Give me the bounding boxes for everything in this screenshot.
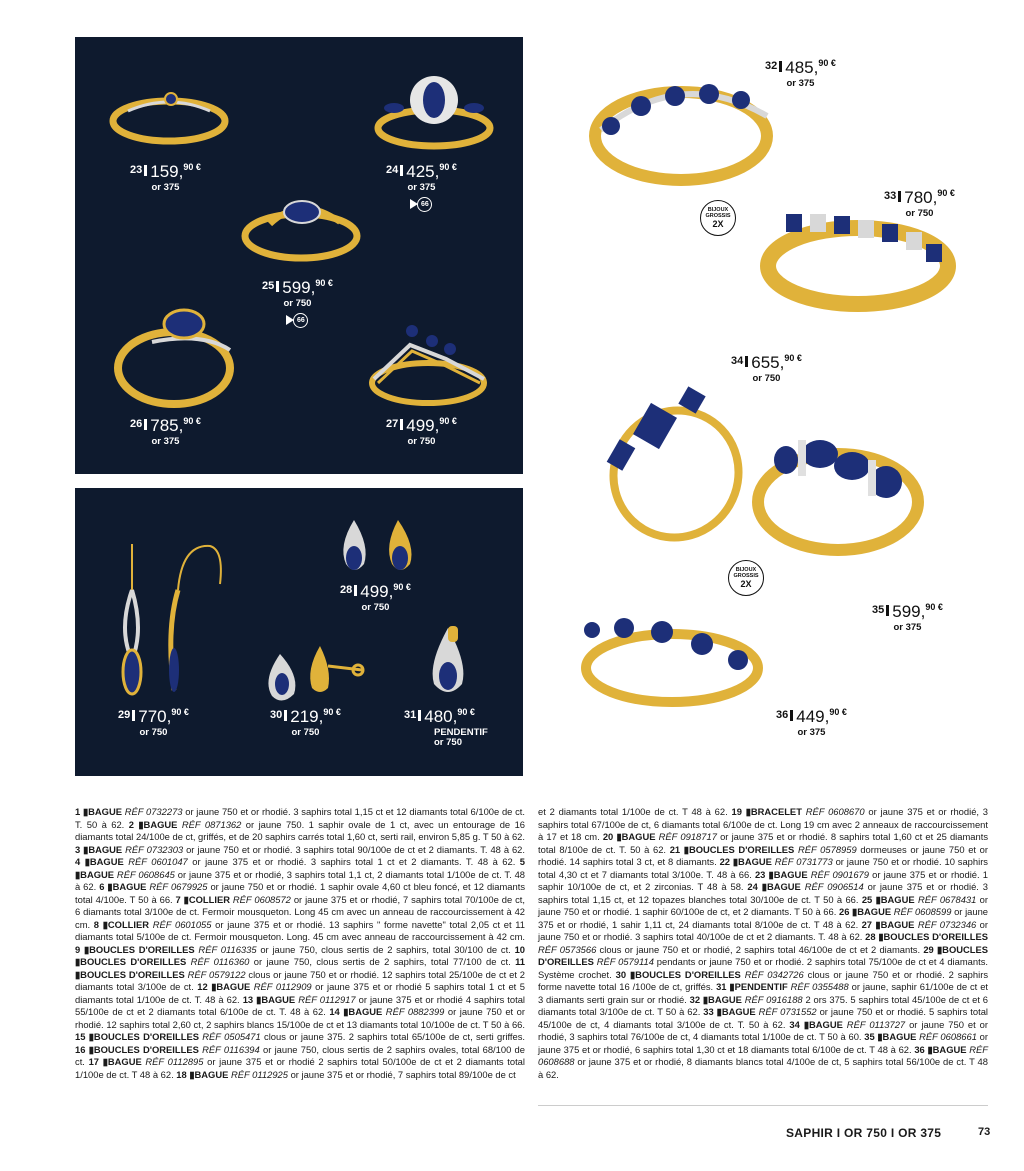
- product-details: or jaune 750 et or rhodié, 3 saphirs total 76/100e de ct, 4 diamants total 1/100e de ct. T 50 à 60.: [538, 1018, 988, 1042]
- product-description: 8 ▮COLLIER RÉF 0601055 or jaune 375 et or rhodié. 13 saphirs " forme navette" total 2,05 ct et 11 diamants total 5/100e de ct. Fermoir mousqueton. Long. 45 cm avec anneau de raccourcissement à 42 cm.: [75, 918, 526, 942]
- product-type: BAGUE: [194, 1068, 231, 1080]
- product-reference: RÉF 0113727: [846, 1018, 906, 1030]
- product-details: clous or jaune 750 et or rhodié. 12 saphirs total 25/100e de ct et 2 diamants total 3/100e de ct.: [75, 968, 525, 992]
- product-description: 34 ▮BAGUE RÉF 0113727 or jaune 750 et or rhodié, 3 saphirs total 76/100e de ct, 4 diamants total 1/100e de ct. T 50 à 60.: [538, 1018, 988, 1042]
- product-details: or jaune 375 et or rhodié 4 saphirs total 55/100e de ct et 2 diamants total 6/100e de ct. T. 48 à 62.: [75, 993, 526, 1017]
- product-reference: RÉF 0112895: [145, 1056, 204, 1067]
- product-number: 19: [731, 806, 742, 817]
- product-reference: RÉF 0355488: [790, 981, 849, 992]
- product-details: or jaune 375 et or rhodié, 8 diamants blancs total 4/100e de ct, 5 saphirs total 56/100e de ct. T 48 à 62.: [538, 1056, 988, 1080]
- product-descriptions-right: [538, 806, 988, 1081]
- product-type: BOUCLES D'OREILLES: [93, 1043, 203, 1055]
- product-type: BAGUE: [773, 868, 811, 880]
- product-type: BAGUE: [880, 893, 918, 905]
- product-reference: RÉF 0731773: [774, 856, 833, 867]
- section-title: SAPHIR I OR 750 I OR 375: [786, 1126, 942, 1140]
- pendant-31-image: [424, 624, 472, 700]
- product-description: 3 ▮BAGUE RÉF 0732303 or jaune 750 et or rhodié. 3 saphirs total 90/100e de ct et 2 diamants. T. 48 à 62.: [75, 843, 526, 855]
- ring-27-image: [366, 315, 490, 407]
- product-type: BAGUE: [621, 831, 659, 842]
- product-details: or jaune 375 et or rhodié, 6 saphirs total 1,30 ct et 18 diamants total 6/100e de ct. T 48 à 62.: [538, 1031, 988, 1055]
- product-details: or jaune 375 et or rhodié. 13 saphirs " forme navette" total 2,05 ct et 11 diamants total 5/100e de ct. Fermoir mousqueton. Long. 45 cm avec anneau de raccourcissement à 42 cm.: [75, 918, 526, 942]
- product-number: 25: [861, 893, 873, 905]
- product-description: 23 ▮BAGUE RÉF 0901679 or jaune 375 et or rhodié. 1 saphir 10/100e de ct, et 2 zirconias. T 48 à 58.: [538, 868, 988, 892]
- price-tag-35: $^{35}$ 599,$^{90 €}$ or 375: [872, 602, 943, 633]
- product-description: 16 ▮BOUCLES D'OREILLES RÉF 0116394 or jaune 750, clous sertis de 2 saphirs ovales, total 68/100 de ct.: [75, 1043, 525, 1067]
- product-description: 25 ▮BAGUE RÉF 0678431 or jaune 750 et or rhodié. 1 saphir 60/100e de ct, et 2 diamants. T 50 à 66.: [538, 893, 988, 917]
- product-details: or jaune 375 et or rhodié, 7 saphirs total 70/100e de ct, 6 diamants total 3/100e de ct. Fermoir mousqueton. Long 45 cm avec un anneau de raccourcissement à 42 cm.: [75, 893, 525, 930]
- product-reference: RÉF 0579114: [596, 956, 654, 967]
- product-number: 3: [75, 843, 81, 855]
- product-number: 24: [747, 881, 758, 892]
- product-number: 4: [75, 856, 81, 867]
- product-reference: RÉF 0608645: [116, 868, 175, 880]
- product-number: 28: [865, 931, 876, 942]
- product-number: 8: [93, 918, 100, 930]
- footer-divider: [538, 1105, 988, 1106]
- product-reference: RÉF 0601047: [128, 856, 188, 867]
- ring-34-image: [598, 382, 752, 546]
- product-type: BOUCLES D'OREILLES: [688, 843, 798, 855]
- product-details: or jaune 750, clous sertis de 2 saphirs ovales, total 68/100 de ct.: [75, 1043, 525, 1067]
- product-reference: RÉF 0679925: [149, 881, 208, 892]
- product-number: 17: [88, 1056, 100, 1067]
- product-details: or jaune 375 et or rhodié. 1 saphir 10/100e de ct, et 2 zirconias. T 48 à 58.: [538, 868, 988, 892]
- product-number: 33: [703, 1006, 714, 1017]
- product-description: 31 ▮PENDENTIF RÉF 0355488 or jaune, saphir 61/100e de ct et 3 diamants serti grain sur or rhodié.: [538, 981, 989, 1005]
- product-number: 1: [75, 806, 81, 817]
- product-details: or jaune 375 et or rhodié 2 saphirs total 50/100e de ct et 2 diamants total 1/100e de ct. T 48 à 62.: [75, 1056, 525, 1080]
- product-description: 24 ▮BAGUE RÉF 0906514 or jaune 375 et or rhodié. 3 saphirs total 1,15 ct, et 12 topazes blanches total 30/100e de ct. T 50 à 66.: [538, 881, 989, 905]
- product-details: or jaune 750 et or rhodié. 10 saphirs total 4,30 ct et 7 diamants total 3/100e. T. 48 à 66.: [538, 856, 988, 880]
- product-details: or jaune 375 et or rhodié. 3 saphirs total 1,15 ct, et 12 topazes blanches total 30/100e de ct. T 50 à 66.: [538, 881, 989, 905]
- product-details: or jaune 750, clous sertis de 2 saphirs, total 77/100 de ct.: [249, 956, 516, 967]
- product-details: or jaune 750 et or rhodié. 3 saphirs total 40/100e de ct et 2 diamants. T. 48 à 62.: [538, 918, 988, 942]
- product-details: clous or jaune 750 et or rhodié, 2 saphirs total 46/100e de ct et 2 diamants.: [596, 943, 924, 955]
- product-number: 23: [754, 868, 766, 880]
- product-description: 1 ▮BAGUE RÉF 0732273 or jaune 750 et or rhodié. 3 saphirs total 1,15 ct et 12 diamants total 6/100e de ct. T. 50 à 62.: [75, 806, 526, 830]
- price-tag-26: $^{26}$ 785,$^{90 €}$ or 375: [130, 416, 201, 447]
- product-description: 10 ▮BOUCLES D'OREILLES RÉF 0116360 or jaune 750, clous sertis de 2 saphirs, total 77/100 de ct.: [75, 943, 525, 967]
- product-type: BOUCLES D'OREILLES: [89, 943, 199, 955]
- price-tag-25: $^{25}$ 599,$^{90 €}$ or 750 66: [262, 279, 333, 329]
- product-description: 2 ▮BAGUE RÉF 0871362 or jaune 750. 1 saphir ovale de 1 ct, avec un entourage de 16 diamants total 24/100e de ct, griffés, et de 20 saphirs carrés total 1,60 ct, serti rail, environ 5,85 g. T 50 à 62.: [75, 818, 526, 842]
- product-type: BOUCLES D'OREILLES: [635, 968, 745, 980]
- product-description: 29 ▮BOUCLES D'OREILLES RÉF 0579114 pendants or jaune 750 et or rhodié. 2 saphirs total 75/100e de ct et 4 diamants. Système crochet.: [538, 943, 989, 980]
- product-type: COLLIER: [188, 893, 233, 905]
- product-reference: RÉF 0601055: [152, 918, 212, 930]
- product-number: 32: [689, 993, 701, 1005]
- earrings-29-image: [112, 540, 230, 706]
- product-description: 13 ▮BAGUE RÉF 0112917 or jaune 375 et or rhodié 4 saphirs total 55/100e de ct et 2 diamants total 6/100e de ct. T. 48 à 62.: [75, 993, 526, 1017]
- product-details: or jaune 750, clous sertis de 2 saphirs, total 30/100 de ct.: [256, 943, 515, 955]
- product-type: BOUCLES D'OREILLES: [883, 931, 988, 942]
- product-type: BAGUE: [932, 1043, 970, 1055]
- product-reference: RÉF 0112925: [230, 1068, 288, 1080]
- product-reference: RÉF 0731552: [758, 1006, 817, 1017]
- product-details: clous or jaune 375. 2 saphirs total 65/100e de ct, serti griffes.: [260, 1031, 525, 1042]
- ring-26-image: [112, 302, 242, 410]
- product-number: 31: [716, 981, 727, 992]
- product-description: 14 ▮BAGUE RÉF 0882399 or jaune 750 et or rhodié. 12 saphirs total 2,60 ct, 2 saphirs blancs 15/100e de ct et 13 diamants total 10/100e de ct. T 50 à 66.: [75, 1006, 525, 1030]
- product-number: 30: [615, 968, 627, 980]
- product-type: BAGUE: [88, 806, 125, 817]
- ring-32-image: [585, 70, 780, 200]
- product-type: BOUCLES D'OREILLES: [80, 968, 188, 980]
- product-type: COLLIER: [107, 918, 153, 930]
- price-tag-28: $^{28}$ 499,$^{90 €}$ or 750: [340, 582, 411, 613]
- earrings-28-image: [336, 516, 420, 578]
- product-reference: RÉF 0578959: [797, 843, 857, 855]
- product-details: clous or jaune 750 et or rhodié. 2 saphirs forme navette total 16 /100e de ct, griffés.: [538, 968, 989, 992]
- product-details: dormeuses or jaune 750 et or rhodié. 14 saphirs total 3 ct, et 8 diamants.: [538, 843, 989, 867]
- price-tag-36: $^{36}$ 449,$^{90 €}$ or 375: [776, 707, 847, 738]
- product-type: BRACELET: [750, 806, 806, 817]
- product-details: or jaune 375 et or rhodié, 3 saphirs total 67/100e de ct, 6 diamants total 6/100e de ct. Long 19 cm avec 2 anneaux de raccourcissement à 17 et 18 cm.: [538, 806, 989, 842]
- product-reference: RÉF 0732303: [125, 843, 184, 855]
- product-reference: RÉF 0732346: [917, 918, 977, 930]
- product-type: BAGUE: [89, 856, 129, 867]
- price-tag-27: $^{27}$ 499,$^{90 €}$ or 750: [386, 416, 457, 447]
- ring-23-image: [108, 85, 230, 149]
- product-type: BAGUE: [216, 981, 254, 992]
- product-number: 36: [914, 1043, 925, 1055]
- product-number: 22: [719, 856, 731, 867]
- product-type: BAGUE: [143, 818, 182, 830]
- product-description: 17 ▮BAGUE RÉF 0112895 or jaune 375 et or rhodié 2 saphirs total 50/100e de ct et 2 diamants total 1/100e de ct. T 48 à 62.: [75, 1056, 525, 1080]
- page-number: 73: [978, 1126, 991, 1138]
- product-type: BAGUE: [88, 843, 126, 855]
- product-type: BOUCLES D'OREILLES: [538, 943, 989, 967]
- product-description: 11 ▮BOUCLES D'OREILLES RÉF 0579122 clous or jaune 750 et or rhodié. 12 saphirs total 25/100e de ct et 2 diamants total 3/100e de ct.: [75, 956, 525, 992]
- product-details: or jaune 375 et or rhodié, 1 sahir 1,11 ct, 24 diamants total 8/100e de ct. T 48 à 62.: [538, 906, 989, 930]
- product-description: 26 ▮BAGUE RÉF 0608599 or jaune 375 et or rhodié, 1 sahir 1,11 ct, 24 diamants total 8/100e de ct. T 48 à 62.: [538, 906, 989, 930]
- product-description: 6 ▮BAGUE RÉF 0679925 or jaune 750 et or rhodié. 1 saphir ovale 4,60 ct bleu foncé, et 12 diamants total 4/100e. T 50 à 66.: [75, 881, 526, 905]
- product-type: BAGUE: [808, 1018, 847, 1030]
- product-reference: RÉF 0906514: [804, 881, 864, 892]
- product-number: 16: [75, 1043, 86, 1055]
- product-type: BAGUE: [80, 868, 117, 880]
- product-description: 22 ▮BAGUE RÉF 0731773 or jaune 750 et or rhodié. 10 saphirs total 4,30 ct et 7 diamants total 3/100e. T. 48 à 66.: [538, 856, 988, 880]
- product-type: BAGUE: [261, 993, 299, 1005]
- product-description: 33 ▮BAGUE RÉF 0731552 or jaune 750 et or rhodié. 5 saphirs total 45/100e de ct, 4 diamants total 3/100e de ct. T. 50 à 62.: [538, 1006, 989, 1030]
- product-reference: RÉF 0505471: [202, 1031, 261, 1042]
- product-type: BAGUE: [882, 1031, 920, 1042]
- price-tag-31: $^{31}$ 480,$^{90 €}$ PENDENTIF or 750: [404, 707, 488, 748]
- product-type: PENDENTIF: [734, 981, 791, 992]
- product-number: 7: [175, 893, 181, 905]
- product-number: 9: [75, 943, 81, 955]
- product-type: BAGUE: [708, 993, 745, 1005]
- product-number: 27: [861, 918, 873, 930]
- product-details: or jaune 750 et or rhodié. 1 saphir 60/100e de ct, et 2 diamants. T 50 à 66.: [538, 893, 988, 917]
- product-number: 2: [128, 818, 134, 830]
- product-number: 18: [176, 1068, 187, 1080]
- price-tag-23: $^{23}$ 159,$^{90 €}$ or 375: [130, 162, 201, 193]
- ring-25-image: [240, 192, 362, 266]
- product-description: 28 ▮BOUCLES D'OREILLES RÉF 0573566 clous or jaune 750 et or rhodié, 2 saphirs total 46/100e de ct et 2 diamants.: [538, 931, 988, 955]
- product-type: BAGUE: [738, 856, 775, 867]
- product-details: or jaune 750 et or rhodié. 3 saphirs total 1,15 ct et 12 diamants total 6/100e de ct. T. 50 à 62.: [75, 806, 526, 830]
- product-type: BAGUE: [348, 1006, 386, 1017]
- ring-24-image: [372, 70, 496, 152]
- product-type: BAGUE: [112, 881, 150, 892]
- product-reference: RÉF 0116394: [202, 1043, 260, 1055]
- product-reference: RÉF 0678431: [917, 893, 977, 905]
- product-details: pendants or jaune 750 et or rhodié. 2 saphirs total 75/100e de ct et 4 diamants. Système crochet.: [538, 956, 988, 980]
- product-number: 26: [838, 906, 850, 917]
- product-description: 21 ▮BOUCLES D'OREILLES RÉF 0578959 dormeuses or jaune 750 et or rhodié. 14 saphirs total 3 ct, et 8 diamants.: [538, 843, 989, 867]
- product-details: or jaune 375 et or rhodié. 8 saphirs total 1,60 ct et 25 diamants total 8/100e de ct. T. 50 à 62.: [538, 831, 989, 855]
- product-description: 27 ▮BAGUE RÉF 0732346 or jaune 750 et or rhodié. 3 saphirs total 40/100e de ct et 2 diamants. T. 48 à 62.: [538, 918, 988, 942]
- product-reference: RÉF 0573566: [538, 943, 597, 955]
- product-details: or jaune 750. 1 saphir ovale de 1 ct, avec un entourage de 16 diamants total 24/100e de ct, griffés, et de 20 saphirs carrés total 1,60 ct, serti rail, environ 5,85 g. T 50 à 62.: [75, 818, 526, 842]
- product-details: or jaune 750 et or rhodié. 12 saphirs total 2,60 ct, 2 saphirs blancs 15/100e de ct et 13 diamants total 10/100e de ct. T 50 à 66.: [75, 1006, 525, 1030]
- product-number: 6: [99, 881, 105, 892]
- price-tag-33: $^{33}$ 780,$^{90 €}$ or 750: [884, 188, 955, 219]
- product-type: BAGUE: [880, 918, 918, 930]
- product-description: [538, 806, 731, 817]
- product-details: or jaune 375 et or rhodié, 3 saphirs total 1,1 ct, 2 diamants total 1/100e de ct. T. 48 à 62.: [75, 868, 525, 892]
- product-reference: RÉF 0916188: [744, 993, 803, 1005]
- product-reference: RÉF 0882399: [385, 1006, 445, 1017]
- product-reference: RÉF 0112909: [253, 981, 312, 992]
- product-number: 13: [242, 993, 254, 1005]
- product-number: 11: [515, 956, 525, 967]
- ring-35-image: [748, 432, 928, 560]
- product-number: 10: [514, 943, 525, 955]
- product-reference: RÉF 0608670: [805, 806, 865, 817]
- product-description: 15 ▮BOUCLES D'OREILLES RÉF 0505471 clous or jaune 375. 2 saphirs total 65/100e de ct, serti griffes.: [75, 1031, 525, 1042]
- earrings-30-image: [262, 640, 370, 704]
- product-reference: RÉF 0732273: [124, 806, 183, 817]
- product-description: 20 ▮BAGUE RÉF 0918717 or jaune 375 et or rhodié. 8 saphirs total 1,60 ct et 25 diamants total 8/100e de ct. T. 50 à 62.: [538, 831, 989, 855]
- video-play-icon[interactable]: 66: [410, 197, 432, 212]
- product-number: 29: [923, 943, 934, 955]
- product-number: 15: [75, 1031, 86, 1042]
- product-reference: RÉF 0342726: [744, 968, 804, 980]
- product-reference: RÉF 0116360: [190, 956, 250, 967]
- product-descriptions-left: [75, 806, 525, 1081]
- product-number: 12: [197, 981, 208, 992]
- product-details: or jaune 375 et or rhodié 5 saphirs total 1 ct et 5 diamants total 1/100e de ct. T. 48 à 62.: [75, 981, 525, 1005]
- video-play-icon[interactable]: 66: [286, 313, 308, 328]
- product-number: 21: [669, 843, 681, 855]
- product-reference: RÉF 0579122: [187, 968, 246, 980]
- product-reference: RÉF 0608688: [538, 1043, 988, 1067]
- product-reference: RÉF 0112917: [298, 993, 356, 1005]
- product-type: BAGUE: [721, 1006, 759, 1017]
- product-description: 9 ▮BOUCLES D'OREILLES RÉF 0116335 or jaune 750, clous sertis de 2 saphirs, total 30/100 de ct.: [75, 943, 515, 955]
- product-description: 19 ▮BRACELET RÉF 0608670 or jaune 375 et or rhodié, 3 saphirs total 67/100e de ct, 6 diamants total 6/100e de ct. Long 19 cm avec 2 anneaux de raccourcissement à 17 et 18 cm.: [538, 806, 989, 842]
- product-reference: RÉF 0871362: [181, 818, 242, 830]
- zoom-badge-2: BIJOUX GROSSIS 2X: [728, 560, 764, 596]
- product-type: BAGUE: [107, 1056, 146, 1067]
- product-type: BOUCLES D'OREILLES: [80, 956, 191, 967]
- product-number: 34: [789, 1018, 800, 1030]
- price-tag-29: $^{29}$ 770,$^{90 €}$ or 750: [118, 707, 189, 738]
- product-description: 18 ▮BAGUE RÉF 0112925 or jaune 375 et or rhodié, 7 saphirs total 89/100e de ct: [176, 1068, 516, 1080]
- product-description: 12 ▮BAGUE RÉF 0112909 or jaune 375 et or rhodié 5 saphirs total 1 ct et 5 diamants total 1/100e de ct. T. 48 à 62.: [75, 981, 525, 1005]
- product-number: 35: [864, 1031, 875, 1042]
- product-reference: RÉF 0608599: [893, 906, 952, 917]
- product-details: or jaune 750 et or rhodié. 3 saphirs total 90/100e de ct et 2 diamants. T. 48 à 62.: [183, 843, 526, 855]
- price-tag-30: $^{30}$ 219,$^{90 €}$ or 750: [270, 707, 341, 738]
- product-type: BAGUE: [857, 906, 894, 917]
- product-description: 32 ▮BAGUE RÉF 0916188 2 ors 375. 5 saphirs total 45/100e de ct et 6 diamants total 3/100e de ct. T 50 à 62.: [538, 993, 988, 1017]
- product-number: 14: [329, 1006, 340, 1017]
- product-description: 30 ▮BOUCLES D'OREILLES RÉF 0342726 clous or jaune 750 et or rhodié. 2 saphirs forme navette total 16 /100e de ct, griffés.: [538, 968, 989, 992]
- product-description: 7 ▮COLLIER RÉF 0608572 or jaune 375 et or rhodié, 7 saphirs total 70/100e de ct, 6 diamants total 3/100e de ct. Fermoir mousqueton. Long 45 cm avec un anneau de raccourcissement à 42 cm.: [75, 893, 525, 930]
- product-description: 5 ▮BAGUE RÉF 0608645 or jaune 375 et or rhodié, 3 saphirs total 1,1 ct, 2 diamants total 1/100e de ct. T. 48 à 62.: [75, 856, 525, 892]
- product-description: 4 ▮BAGUE RÉF 0601047 or jaune 375 et or rhodié. 3 saphirs total 1 ct et 2 diamants. T. 48 à 62.: [75, 856, 520, 867]
- product-reference: RÉF 0116335: [198, 943, 257, 955]
- product-details: or jaune 375 et or rhodié. 3 saphirs total 1 ct et 2 diamants. T. 48 à 62.: [187, 856, 520, 867]
- product-details: et 2 diamants total 1/100e de ct. T 48 à 62.: [538, 806, 732, 817]
- product-details: or jaune 375 et or rhodié, 7 saphirs total 89/100e de ct: [287, 1068, 516, 1080]
- product-details: or jaune, saphir 61/100e de ct et 3 diamants serti grain sur or rhodié.: [538, 981, 989, 1005]
- product-details: 2 ors 375. 5 saphirs total 45/100e de ct et 6 diamants total 3/100e de ct. T 50 à 62.: [538, 993, 988, 1017]
- price-tag-34: $^{34}$ 655,$^{90 €}$ or 750: [731, 353, 802, 384]
- product-number: 5: [519, 856, 525, 867]
- ring-36-image: [578, 606, 766, 718]
- product-type: BAGUE: [766, 881, 805, 892]
- product-reference: RÉF 0918717: [658, 831, 717, 842]
- price-tag-32: $^{32}$ 485,$^{90 €}$ or 375: [765, 58, 836, 89]
- product-details: or jaune 750 et or rhodié. 5 saphirs total 45/100e de ct, 4 diamants total 3/100e de ct. T. 50 à 62.: [538, 1006, 989, 1030]
- product-reference: RÉF 0608661: [919, 1031, 977, 1042]
- product-details: or jaune 750 et or rhodié. 1 saphir ovale 4,60 ct bleu foncé, et 12 diamants total 4/100e. T 50 à 66.: [75, 881, 526, 905]
- price-tag-24: $^{24}$ 425,$^{90 €}$ or 375 66: [386, 163, 457, 213]
- product-type: BOUCLES D'OREILLES: [93, 1031, 203, 1042]
- zoom-badge-1: BIJOUX GROSSIS 2X: [700, 200, 736, 236]
- product-description: 35 ▮BAGUE RÉF 0608661 or jaune 375 et or rhodié, 6 saphirs total 1,30 ct et 18 diamants total 6/100e de ct. T 48 à 62.: [538, 1031, 988, 1055]
- product-reference: RÉF 0608572: [232, 893, 291, 905]
- product-description: 36 ▮BAGUE RÉF 0608688 or jaune 375 et or rhodié, 8 diamants blancs total 4/100e de ct, 5 saphirs total 56/100e de ct. T 48 à 62.: [538, 1043, 988, 1080]
- product-number: 20: [602, 831, 614, 842]
- product-reference: RÉF 0901679: [810, 868, 869, 880]
